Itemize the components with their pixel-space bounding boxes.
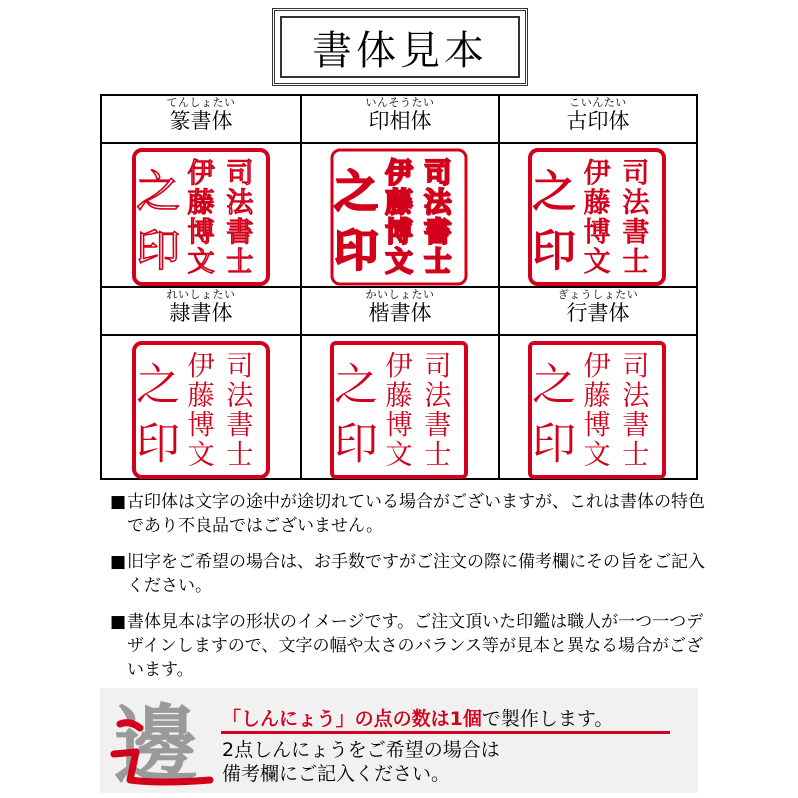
seal-char: 之 (532, 359, 577, 411)
seal-char: 博 (385, 410, 413, 442)
seal-char: 司 (622, 158, 650, 190)
seal-char: 藤 (187, 187, 215, 219)
banner-line-2: 2点しんにょうをご希望の場合は (222, 739, 500, 761)
seal-char: 伊 (583, 351, 611, 383)
seal-char: 博 (583, 217, 611, 249)
seal-char: 司 (226, 351, 254, 383)
seal-char: 文 (385, 246, 413, 278)
seal-char: 之 (334, 166, 379, 218)
seal-char: 法 (424, 380, 452, 412)
seal-char: 博 (583, 410, 611, 442)
style-ruby: ぎょうしょたい (557, 288, 639, 301)
seal-char: 士 (226, 246, 254, 278)
style-ruby: いんそうたい (365, 96, 435, 109)
seal-char: 文 (583, 439, 611, 471)
seal-char: 文 (187, 246, 215, 278)
seal-char: 士 (424, 246, 452, 278)
seal-char: 書 (226, 217, 254, 249)
note-text: 旧字をご希望の場合は、お手数ですがご注文の際に備考欄にその旨をご記入ください。 (127, 552, 705, 596)
note-bullet: ■ (110, 612, 127, 632)
banner-line-1 (222, 704, 613, 731)
notes-list (110, 490, 710, 694)
seal-reisho (134, 343, 268, 477)
shinnyou-notice-banner (100, 688, 698, 793)
seal-char: 印 (334, 418, 379, 470)
seal-char: 士 (226, 439, 254, 471)
seal-char: 士 (622, 439, 650, 471)
seal-char: 法 (622, 380, 650, 412)
seal-gyosho (530, 343, 664, 477)
note-item (110, 610, 710, 682)
seal-char: 司 (424, 158, 452, 190)
seal-char: 印 (334, 225, 379, 277)
page-title: 書体見本 (280, 16, 520, 78)
seal-char: 法 (622, 187, 650, 219)
seal-char: 書 (226, 410, 254, 442)
note-text: 書体見本は字の形状のイメージです。ご注文頂いた印鑑は職人が一つ一つデザインしますので、文字の幅や太さのバランス等が見本と異なる場合がございます。 (127, 612, 704, 680)
seal-char: 文 (385, 439, 413, 471)
seal-char: 書 (424, 217, 452, 249)
style-name: 隷書体 (169, 301, 233, 325)
style-name: 行書体 (566, 301, 630, 325)
banner-line-3: 備考欄にご記入ください。 (222, 763, 451, 785)
banner-underline (221, 731, 670, 734)
style-name: 楷書体 (368, 301, 432, 325)
seal-char: 藤 (385, 187, 413, 219)
style-name: 篆書体 (169, 109, 233, 133)
style-ruby: れいしょたい (166, 288, 236, 301)
seal-char: 博 (187, 410, 215, 442)
seal-char: 之 (532, 166, 577, 218)
seal-char: 書 (622, 410, 650, 442)
seal-koin (530, 150, 664, 284)
svg-text:邊: 邊 (113, 695, 199, 793)
banner-highlight: 「しんにょう」の点の数は1個 (222, 708, 482, 730)
note-item (110, 490, 710, 538)
note-text: 古印体は文字の途中が途切れている場合がございますが、これは書体の特色であり不良品ではございません。 (127, 492, 705, 536)
seal-char: 伊 (385, 351, 413, 383)
seal-char: 司 (424, 351, 452, 383)
seal-char: 藤 (385, 380, 413, 412)
seal-char: 藤 (583, 380, 611, 412)
style-name: 古印体 (566, 109, 630, 133)
seal-char: 藤 (583, 187, 611, 219)
seal-char: 藤 (187, 380, 215, 412)
seal-tensho (134, 150, 268, 284)
seal-char: 書 (424, 410, 452, 442)
seal-char: 伊 (187, 351, 215, 383)
seal-char: 伊 (187, 158, 215, 190)
seal-kaisho (332, 343, 466, 477)
seal-char: 士 (424, 439, 452, 471)
seal-char: 印 (532, 418, 577, 470)
style-ruby: てんしょたい (166, 96, 236, 109)
style-name: 印相体 (368, 109, 432, 133)
seal-char: 書 (622, 217, 650, 249)
seal-char: 伊 (583, 158, 611, 190)
seal-insou (332, 150, 466, 284)
seal-char: 之 (334, 359, 379, 411)
note-bullet: ■ (110, 492, 127, 512)
seal-char: 印 (136, 418, 181, 470)
seal-char: 法 (226, 380, 254, 412)
banner-line-1-tail: で製作します。 (481, 708, 614, 730)
note-bullet: ■ (110, 552, 127, 572)
seal-char: 印 (532, 225, 577, 277)
seal-char: 博 (187, 217, 215, 249)
seal-char: 伊 (385, 158, 413, 190)
seal-char: 之 (136, 166, 181, 218)
note-item (110, 550, 710, 598)
style-ruby: こいんたい (569, 96, 627, 109)
banner-body (222, 738, 500, 786)
seal-char: 之 (136, 359, 181, 411)
seal-char: 法 (226, 187, 254, 219)
seal-char: 博 (385, 217, 413, 249)
seal-char: 法 (424, 187, 452, 219)
seal-char: 印 (136, 225, 181, 277)
shinnyou-character-icon (100, 688, 220, 793)
seal-char: 司 (622, 351, 650, 383)
seal-char: 司 (226, 158, 254, 190)
seal-char: 文 (583, 246, 611, 278)
seal-char: 文 (187, 439, 215, 471)
seal-char: 士 (622, 246, 650, 278)
style-ruby: かいしょたい (365, 288, 435, 301)
